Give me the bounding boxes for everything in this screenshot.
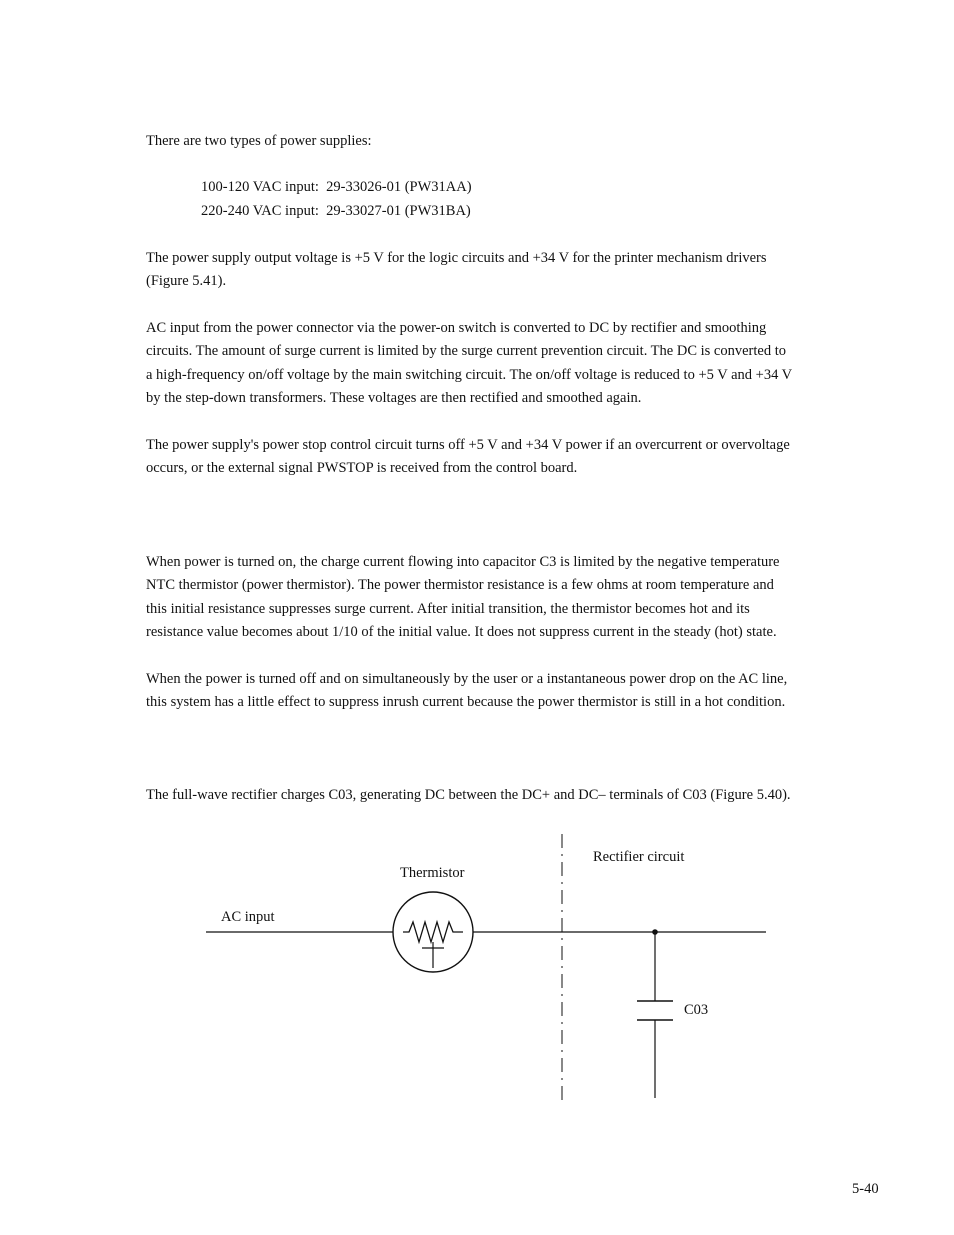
text-line: The power supply's power stop control circuit turns off +5 V and +34 V power if an overcurrent or overvoltage	[146, 437, 790, 453]
supply-type-2-part: 29-33027-01 (PW31BA)	[326, 203, 471, 219]
supply-type-2-input: 220-240 VAC input:	[201, 203, 319, 219]
text-line: AC input from the power connector via the power-on switch is converted to DC by rectifier and smoothing	[146, 320, 767, 336]
text-line: a high-frequency on/off voltage by the main switching circuit. The on/off voltage is reduced to +5 V and +34 V	[146, 366, 793, 383]
text-line: occurs, or the external signal PWSTOP is received from the control board.	[146, 460, 578, 477]
text-line: by the step-down transformers. These voltages are then rectified and smoothed again.	[146, 390, 642, 407]
intro-text: There are two types of power supplies:	[146, 133, 372, 149]
text-line: this system has a little effect to suppress inrush current because the power thermistor is still in a hot condition.	[146, 694, 786, 711]
supply-type-1-input: 100-120 VAC input:	[201, 179, 319, 195]
thermistor-symbol	[393, 892, 473, 972]
text-line: (Figure 5.41).	[146, 273, 227, 290]
text-line: circuits. The amount of surge current is limited by the surge current prevention circuit. The DC is converted to	[146, 343, 786, 360]
text-line: When the power is turned off and on simultaneously by the user or a instantaneous power drop on the AC line,	[146, 671, 788, 687]
text-line: this initial resistance suppresses surge current. After initial transition, the thermistor becomes hot and its	[146, 600, 750, 617]
capacitor-symbol	[637, 932, 673, 1098]
text-line: The full-wave rectifier charges C03, generating DC between the DC+ and DC– terminals of C03 (Figure 5.40).	[146, 787, 791, 803]
text-line: The power supply output voltage is +5 V for the logic circuits and +34 V for the printer mechanism drivers	[146, 250, 767, 266]
capacitor-label: C03	[684, 1002, 709, 1018]
text-line: resistance value becomes about 1/10 of the initial value. It does not suppress current in the steady (hot) state.	[146, 624, 777, 641]
page-number: 5-40	[852, 1181, 879, 1197]
text-line: NTC thermistor (power thermistor). The power thermistor resistance is a few ohms at room temperature and	[146, 577, 774, 594]
thermistor-label: Thermistor	[400, 865, 465, 881]
ac-input-label: AC input	[221, 909, 275, 925]
text-line: When power is turned on, the charge current flowing into capacitor C3 is limited by the negative temperature	[146, 554, 780, 570]
rectifier-circuit-label: Rectifier circuit	[593, 849, 685, 865]
supply-type-1-part: 29-33026-01 (PW31AA)	[326, 179, 472, 195]
